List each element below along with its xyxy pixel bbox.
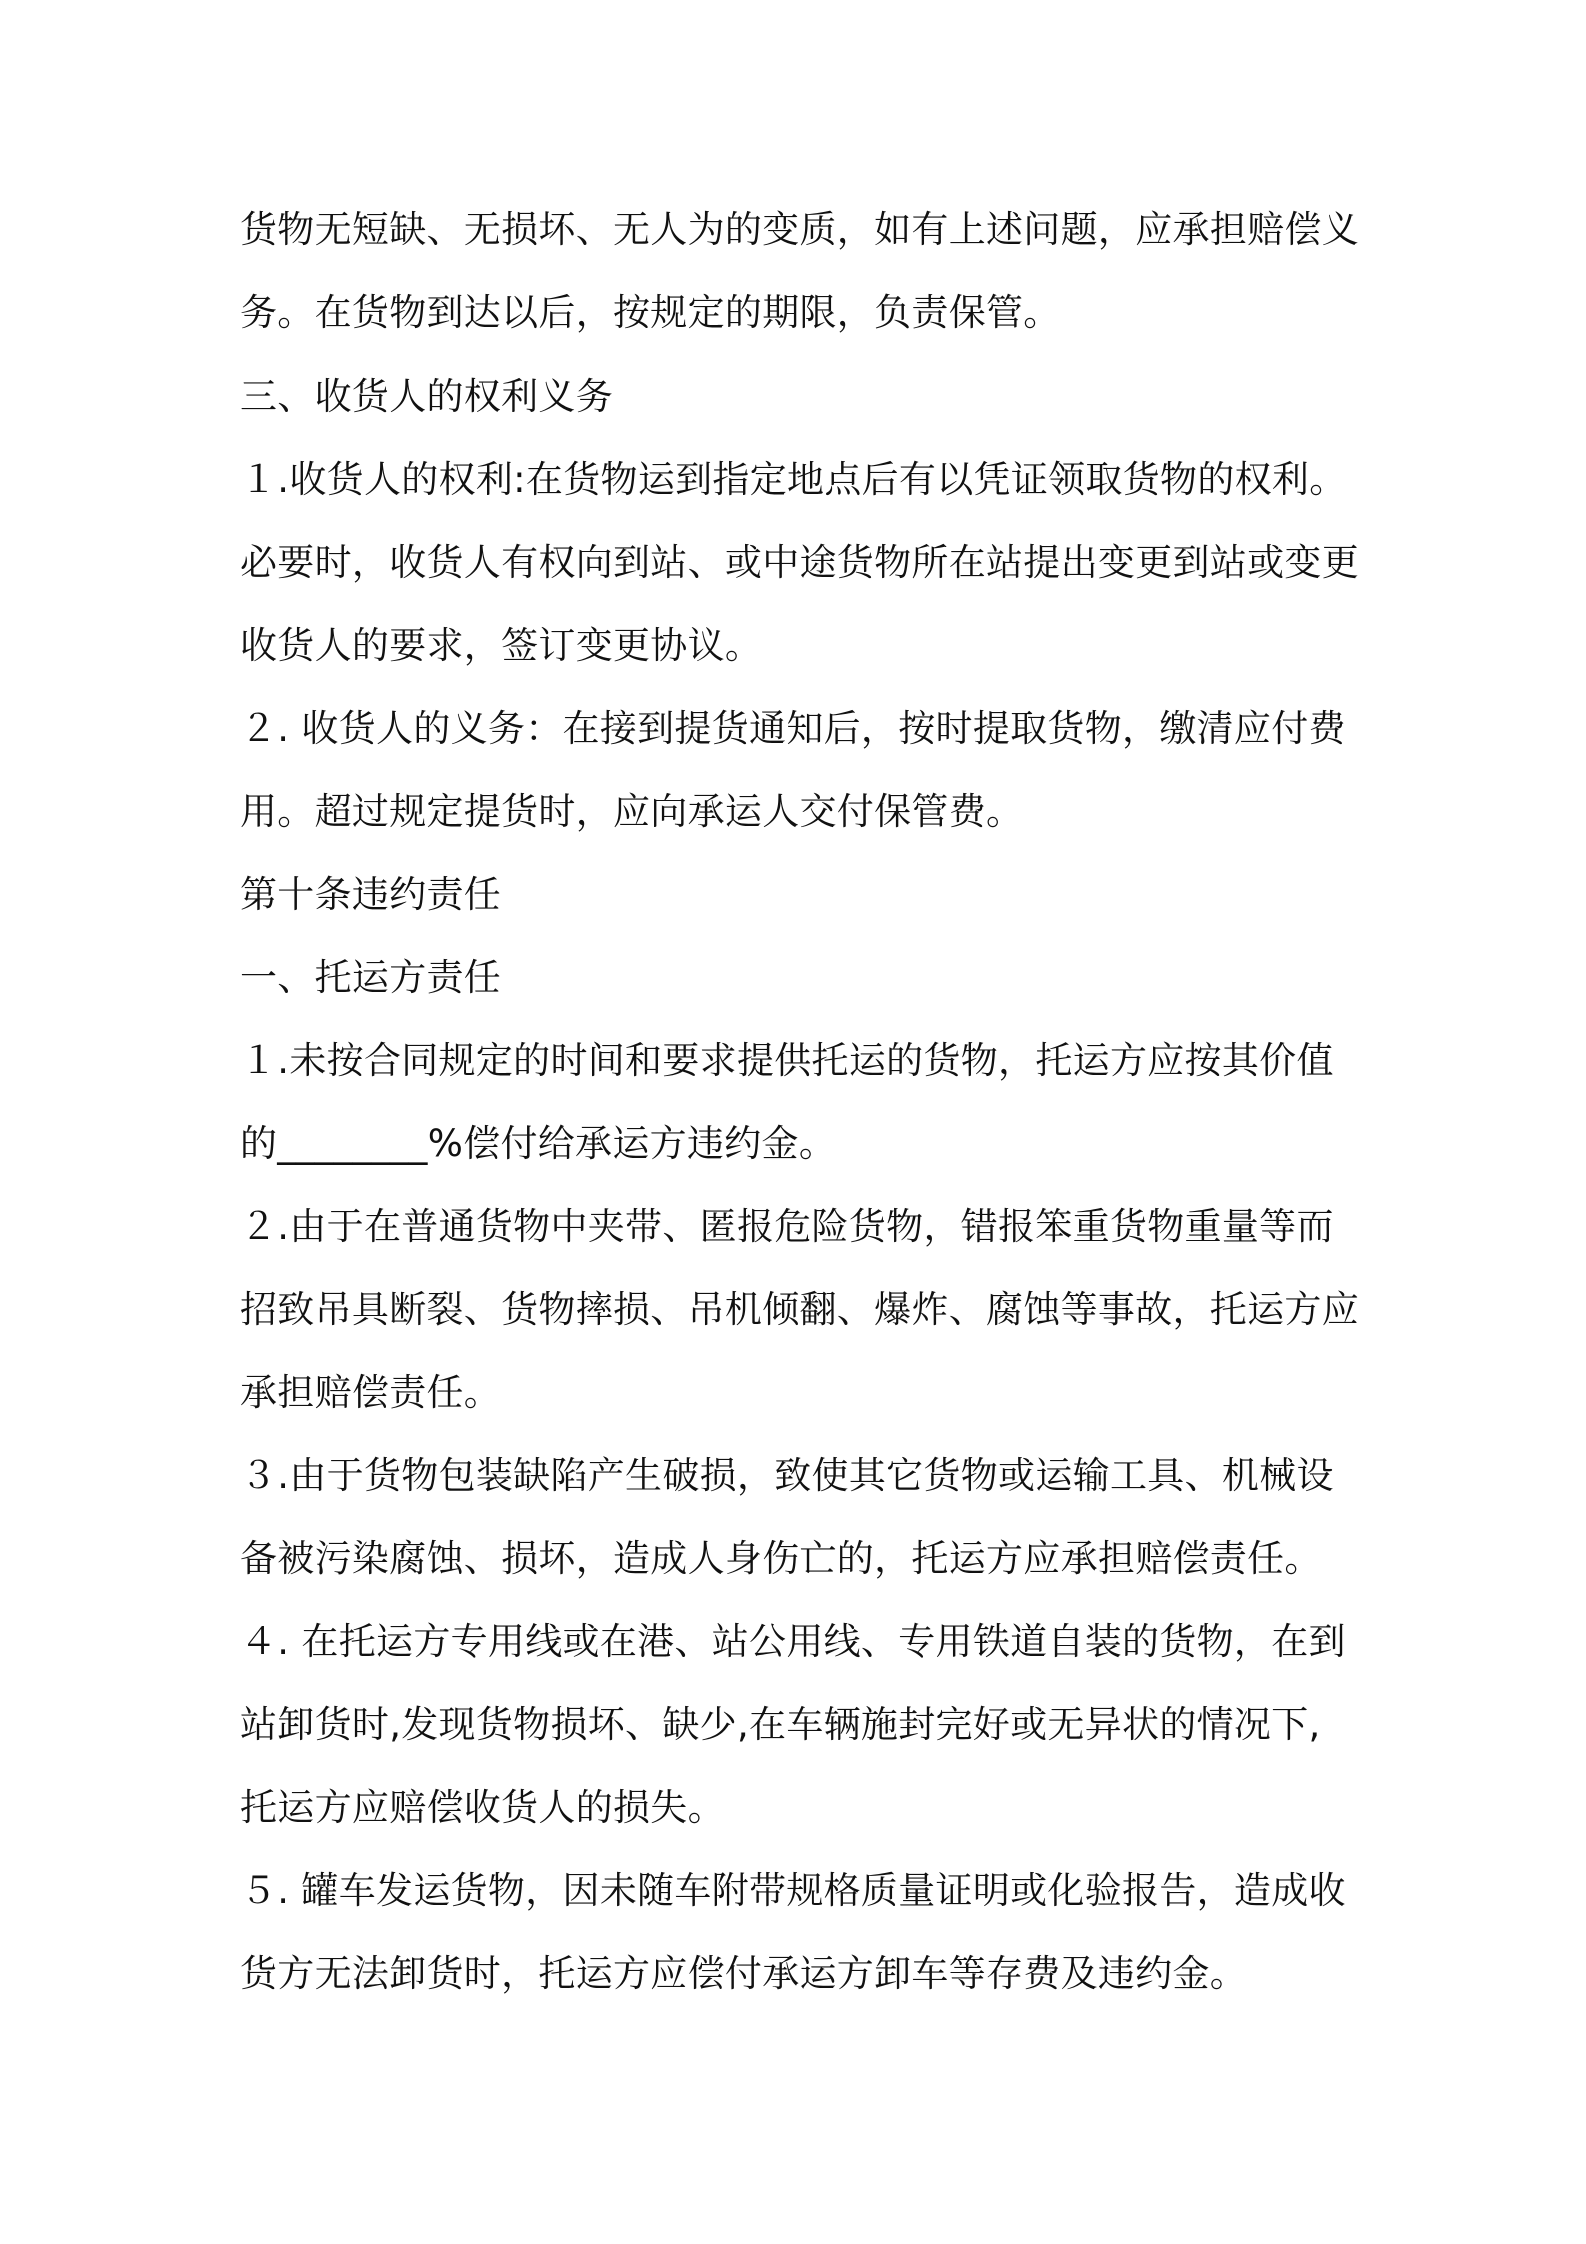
text-line: 招致吊具断裂、货物摔损、吊机倾翻、爆炸、腐蚀等事故，托运方应	[240, 1288, 1359, 1331]
text-line: 必要时，收货人有权向到站、或中途货物所在站提出变更到站或变更	[240, 541, 1359, 584]
text-line: 站卸货时,发现货物损坏、缺少,在车辆施封完好或无异状的情况下,	[240, 1703, 1321, 1746]
text-line: 托运方应赔偿收货人的损失。	[240, 1786, 725, 1829]
text-line: 货方无法卸货时，托运方应偿付承运方卸车等存费及违约金。	[240, 1952, 1248, 1995]
text-line: 承担赔偿责任。	[240, 1371, 502, 1414]
section-heading: 三、收货人的权利义务	[240, 375, 613, 418]
text-line: 用。超过规定提货时，应向承运人交付保管费。	[240, 790, 1024, 833]
text-line: 务。在货物到达以后，按规定的期限，负责保管。	[240, 291, 1061, 334]
text-line: 收货人的要求，签订变更协议。	[240, 624, 763, 667]
section-heading: 一、托运方责任	[240, 956, 502, 999]
article-heading: 第十条违约责任	[240, 873, 502, 916]
text-line: 货物无短缺、无损坏、无人为的变质，如有上述问题，应承担赔偿义	[240, 208, 1359, 251]
text-line: １.未按合同规定的时间和要求提供托运的货物，托运方应按其价值	[240, 1039, 1334, 1082]
text-line: ３.由于货物包装缺陷产生破损，致使其它货物或运输工具、机械设	[240, 1454, 1334, 1497]
text-line: 备被污染腐蚀、损坏，造成人身伤亡的，托运方应承担赔偿责任。	[240, 1537, 1322, 1580]
text-line: ５. 罐车发运货物，因未随车附带规格质量证明或化验报告，造成收	[240, 1869, 1346, 1912]
text-line: ２.由于在普通货物中夹带、匿报危险货物，错报笨重货物重量等而	[240, 1205, 1334, 1248]
text-line: ４. 在托运方专用线或在港、站公用线、专用铁道自装的货物，在到	[240, 1620, 1346, 1663]
text-line: １.收货人的权利:在货物运到指定地点后有以凭证领取货物的权利。	[240, 458, 1347, 501]
text-line: ２. 收货人的义务：在接到提货通知后，按时提取货物，缴清应付费	[240, 707, 1346, 750]
text-line: 的________%偿付给承运方违约金。	[240, 1122, 837, 1165]
